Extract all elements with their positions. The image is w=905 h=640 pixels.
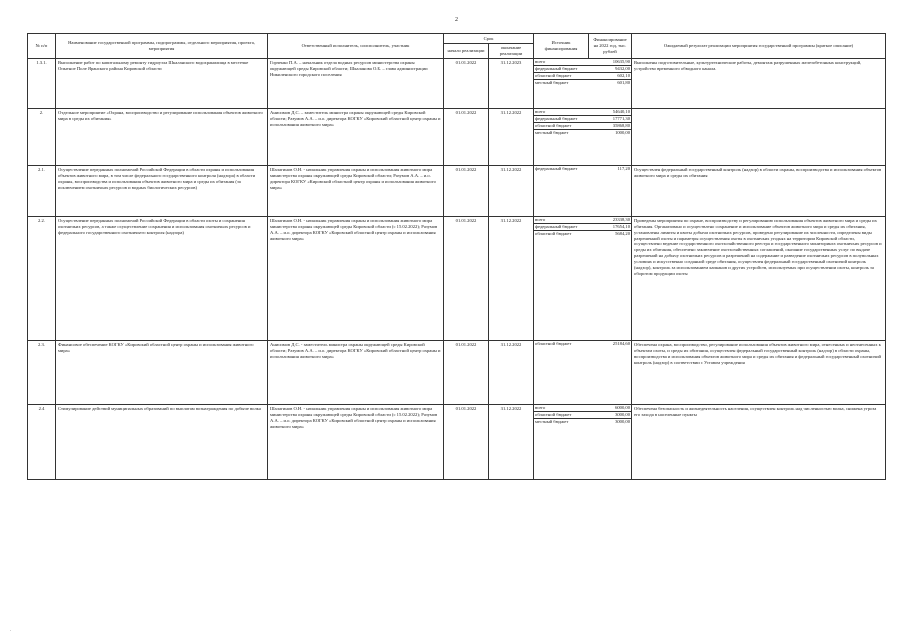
row-start-date: 01.01.2022 — [444, 108, 489, 165]
funding-amount: 35868,80 — [588, 122, 631, 129]
table-row — [28, 216, 886, 340]
header-term: Срок — [444, 34, 534, 44]
row-end-date: 31.12.2022 — [489, 216, 534, 340]
header-end: окончание реализации — [489, 44, 534, 59]
header-result: Ожидаемый результат реализации мероприятия государственной программы (краткое описание) — [632, 34, 886, 59]
funding-line — [534, 115, 631, 122]
header-start: начало реализации — [444, 44, 489, 59]
funding-source: всего — [534, 405, 588, 411]
row-start-date: 01.01.2022 — [444, 404, 489, 479]
funding-amount: 601,80 — [617, 79, 631, 85]
row-sources — [534, 165, 632, 216]
funding-source: областной бюджет — [535, 340, 572, 346]
row-responsible: Анисимов Д.С. – заместитель министра охраны окружающей среды Кировской области; Разумов А.А. – и.о. директора КОГКУ «Кировский областной центр охраны и использования животного мира» — [268, 108, 444, 165]
funding-breakdown — [534, 341, 631, 347]
row-start-date: 01.01.2022 — [444, 340, 489, 404]
funding-amount: 1000,00 — [615, 129, 631, 135]
funding-line — [534, 223, 631, 230]
funding-breakdown — [534, 59, 631, 86]
row-start-date: 01.01.2022 — [444, 216, 489, 340]
row-number: 2.2. — [28, 216, 56, 340]
funding-amount: 6000,00 — [588, 405, 631, 411]
funding-line — [534, 72, 631, 79]
row-name: Отдельное мероприятие «Охрана, воспроизводство и регулирование использования объектов животного мира в среды их обитания» — [56, 108, 268, 165]
funding-breakdown — [534, 405, 631, 425]
funding-line — [534, 230, 631, 236]
funding-source: областной бюджет — [535, 230, 572, 236]
funding-line — [534, 411, 631, 418]
funding-source: областной бюджет — [534, 411, 588, 418]
funding-source: федеральный бюджет — [535, 165, 578, 171]
header-responsible: Ответственный исполнитель, соисполнитель, участник — [268, 34, 444, 59]
funding-source: федеральный бюджет — [534, 223, 588, 230]
funding-line — [534, 418, 631, 424]
row-number: 1.3.1. — [28, 58, 56, 108]
funding-amount: 5684,20 — [615, 230, 631, 236]
funding-breakdown — [534, 217, 631, 237]
funding-source: местный бюджет — [535, 129, 569, 135]
funding-amount: 10635,90 — [588, 59, 631, 65]
funding-line — [534, 341, 631, 347]
funding-amount: 3000,00 — [615, 418, 631, 424]
funding-breakdown — [534, 166, 631, 172]
funding-amount: 117,20 — [617, 165, 631, 171]
row-result — [632, 108, 886, 165]
row-sources — [534, 340, 632, 404]
row-result: Обеспечена охрана, воспроизводство, регулирование использования объектов животного мира, отнесенных и неотнесенных к объектам охоты, и среды их обитания, осуществлен федеральный государственный контроль (надзор) в области охраны, воспроизводства и использования объектов животного мира и среды их обитания и федеральный государственный охотничий контроль (надзор) в соответствии с Уставом учреждения — [632, 340, 886, 404]
funding-amount: 17771,30 — [588, 115, 631, 122]
row-end-date: 31.12.2023 — [489, 58, 534, 108]
funding-source: всего — [534, 109, 588, 115]
funding-breakdown — [534, 109, 631, 136]
funding-source: областной бюджет — [534, 122, 588, 129]
table-row — [28, 108, 886, 165]
funding-source: всего — [534, 217, 588, 223]
row-end-date: 31.12.2022 — [489, 404, 534, 479]
funding-amount: 25184,60 — [612, 340, 631, 346]
funding-amount: 23338,30 — [588, 217, 631, 223]
header-num: № п/п — [28, 34, 56, 59]
table-row — [28, 58, 886, 108]
row-end-date: 31.12.2022 — [489, 165, 534, 216]
funding-source: всего — [534, 59, 588, 65]
page-number: 2 — [455, 17, 458, 23]
row-number: 2.1. — [28, 165, 56, 216]
table-row — [28, 165, 886, 216]
funding-amount: 602,10 — [588, 72, 631, 79]
row-end-date: 31.12.2022 — [489, 108, 534, 165]
row-responsible: Горченко П.А. – начальник отдела водных ресурсов министерства охраны окружающей среды Кировской области; Шкаланова О.Б. – глава администрации Никиленского городского поселения — [268, 58, 444, 108]
row-responsible: Шалагинов О.Н. - начальник управления охраны и использования животного мира министерства охраны окружающей среды Кировской области (с 15.02.2022); Разумов А.А. – и.о. директора КОГКУ «Кировский областной центр охраны и использования животного мира» — [268, 216, 444, 340]
funding-line — [534, 122, 631, 129]
row-responsible: Шалагинов О.Н. - начальник управления охраны и использования животного мира министерства охраны окружающей среды Кировской области; Разумов А.А. – и.о. директора КОГКУ «Кировский областной центр охраны и использования животного мира» — [268, 165, 444, 216]
row-start-date: 01.01.2022 — [444, 165, 489, 216]
funding-source: местный бюджет — [535, 79, 569, 85]
header-name: Наименование государственной программы, подпрограммы, отдельного мероприятия, проекта, мероприятия — [56, 34, 268, 59]
row-number: 2. — [28, 108, 56, 165]
funding-source: местный бюджет — [535, 418, 569, 424]
row-result: Обеспечена безопасность и жизнедеятельность населения, осуществлен контроль над численностью волка, снижена угроза его захода в населенные пункты — [632, 404, 886, 479]
funding-amount: 17654,10 — [588, 223, 631, 230]
row-result: Выполнены подготовительные, культуртехнические работы, демонтаж разрушенных железобетонных конструкций, устройство временного обводного канала. — [632, 58, 886, 108]
row-sources — [534, 108, 632, 165]
header-funding: Финансирование на 2022 год, тыс. рублей — [589, 34, 632, 59]
row-number: 2.4 — [28, 404, 56, 479]
row-name: Стимулирование действий муниципальных образований по выплатам вознаграждения по добыче волка — [56, 404, 268, 479]
funding-amount: 54640,10 — [588, 109, 631, 115]
scan-mark: . — [10, 628, 12, 633]
row-responsible: Анисимов Д.С. - заместитель министра охраны окружающей среды Кировской области; Разумов А.А. – и.о. директора КОГКУ «Кировский областной центр охраны и использования животного мира» — [268, 340, 444, 404]
row-name: Выполнение работ по капитальному ремонту гидроузла Шкаланского водохранилища в местечке Опытное Поле Яранского района Кировской области — [56, 58, 268, 108]
funding-source: федеральный бюджет — [534, 65, 588, 72]
funding-line — [534, 79, 631, 85]
table-row — [28, 340, 886, 404]
funding-source: федеральный бюджет — [534, 115, 588, 122]
row-start-date: 01.01.2022 — [444, 58, 489, 108]
funding-line — [534, 129, 631, 135]
row-end-date: 31.12.2022 — [489, 340, 534, 404]
funding-line — [534, 65, 631, 72]
funding-amount: 3000,00 — [588, 411, 631, 418]
header-source: Источник финансирования — [534, 34, 589, 59]
row-sources — [534, 404, 632, 479]
funding-source: областной бюджет — [534, 72, 588, 79]
row-result: Осуществлен федеральный государственный контроль (надзор) в области охраны, воспроизводства и использования объектов животного мира и среды их обитания — [632, 165, 886, 216]
funding-amount: 9432,00 — [588, 65, 631, 72]
row-name: Осуществление переданных полномочий Российской Федерации в области охоты и сохранения охотничьих ресурсов, а также осуществление сохранения и использования охотничьих ресурсов и федерального государственного охотничьего контроля (надзора) — [56, 216, 268, 340]
row-result: Проведены мероприятия по охране, воспроизводству и регулированию использования объектов животного мира и среды их обитания. Организовано и осуществлено сохранение и использование объектов животного мира и среды их обитания, установлены лимиты и квоты добычи охотничьих ресурсов, проведено регулирование их численности, определены виды разрешенной охоты и параметры осуществления охоты в охотничьих угодьях на территории Кировской области, осуществлено ведение государственного охотхозяйственного реестра и государственного мониторинга охотничьих ресурсов и среды их обитания, обеспечено заключение охотхозяйственных соглашений, оказание государственных услуг по выдаче разрешений на добычу охотничьих ресурсов и разрешений на содержание и разведение охотничьих ресурсов в полувольных условиях и искусственно созданной среде обитания, осуществлен федеральный государственный охотничий контроль (надзор), контроль за использованием капканов и других устройств, используемых при осуществлении охоты, контроль за оборотом продукции охоты — [632, 216, 886, 340]
row-name: Финансовое обеспечение КОГКУ «Кировский областной центр охраны и использования животного мира» — [56, 340, 268, 404]
table-row — [28, 404, 886, 479]
row-number: 2.3. — [28, 340, 56, 404]
program-table — [27, 33, 886, 480]
funding-line — [534, 166, 631, 172]
row-name: Осуществление переданных полномочий Российской Федерации в области охраны и использования объектов животного мира, в том числе федерального государственного контроля (надзора) в области охраны, воспроизводства и использования объектов животного мира и среды их обитания (за исключением охотничьих ресурсов и водных биологических ресурсов) — [56, 165, 268, 216]
row-sources — [534, 216, 632, 340]
row-responsible: Шалагинов О.Н. - начальник управления охраны и использования животного мира министерства охраны окружающей среды Кировской области (с 15.02.2022); Разумов А.А. – и.о. директора КОГКУ «Кировский областной центр охраны и использования животного мира» — [268, 404, 444, 479]
row-sources — [534, 58, 632, 108]
